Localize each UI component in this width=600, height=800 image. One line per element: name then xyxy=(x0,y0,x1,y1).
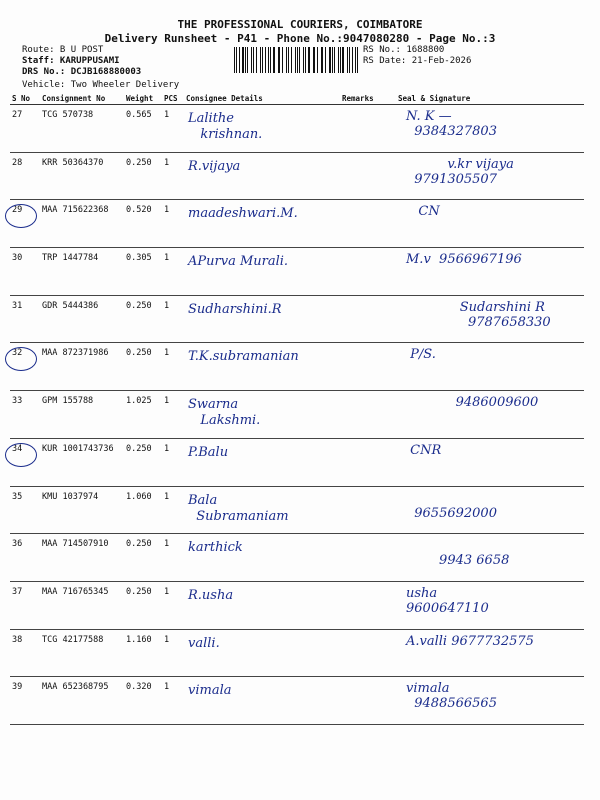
signature-handwriting: v.kr vijaya 9791305507 xyxy=(414,156,514,187)
table-row xyxy=(10,534,584,582)
signature-handwriting: vimala 9488566565 xyxy=(406,681,497,712)
cell-consignment: KUR 1001743736 xyxy=(40,438,124,486)
cell-signature xyxy=(396,486,584,534)
barcode-bar xyxy=(297,47,298,73)
cell-consignment: TCG 42177588 xyxy=(40,629,124,677)
consignee-handwriting: Bala Subramaniam xyxy=(188,492,289,524)
cell-signature xyxy=(396,391,584,439)
cell-pcs: 1 xyxy=(162,438,184,486)
sno-text: 28 xyxy=(12,157,23,168)
cell-signature xyxy=(396,248,584,296)
barcode-bar xyxy=(355,47,356,73)
barcode-bar xyxy=(332,47,333,73)
table-row xyxy=(10,343,584,391)
cell-signature xyxy=(396,629,584,677)
cell-sno xyxy=(10,248,40,296)
cell-remarks xyxy=(340,486,396,534)
barcode-bar xyxy=(288,47,289,73)
cell-sno xyxy=(10,295,40,343)
consignee-handwriting: maadeshwari.M. xyxy=(188,206,298,222)
cell-signature xyxy=(396,152,584,200)
signature-handwriting: CNR xyxy=(406,442,442,458)
rs-date-label: RS Date: 21-Feb-2026 xyxy=(363,56,472,66)
barcode-bar xyxy=(234,47,235,73)
col-pcs: PCS xyxy=(162,93,184,105)
cell-weight: 0.250 xyxy=(124,152,162,200)
cell-weight: 1.160 xyxy=(124,629,162,677)
cell-pcs: 1 xyxy=(162,343,184,391)
cell-signature xyxy=(396,343,584,391)
sno-text: 29 xyxy=(12,205,23,216)
cell-sno xyxy=(10,438,40,486)
staff-label: Staff: KARUPPUSAMI xyxy=(22,56,120,66)
consignee-handwriting: APurva Murali. xyxy=(188,254,289,270)
barcode-bar xyxy=(352,47,353,73)
barcode-bar xyxy=(236,47,237,73)
consignee-handwriting: Swarna Lakshmi. xyxy=(188,397,261,429)
barcode-bar xyxy=(273,47,275,73)
col-remarks: Remarks xyxy=(340,93,396,105)
cell-weight: 0.250 xyxy=(124,438,162,486)
table-row xyxy=(10,391,584,439)
cell-pcs: 1 xyxy=(162,486,184,534)
barcode xyxy=(234,47,360,73)
table-header-row xyxy=(10,93,584,105)
meta-right xyxy=(363,45,471,67)
cell-consignee xyxy=(184,105,340,153)
col-signature: Seal & Signature xyxy=(396,93,584,105)
cell-pcs: 1 xyxy=(162,677,184,725)
barcode-bar xyxy=(256,47,257,73)
sno-text: 30 xyxy=(12,253,23,264)
consignee-handwriting: Sudharshini.R xyxy=(188,301,282,317)
cell-sno xyxy=(10,534,40,582)
cell-consignment: TRP 1447784 xyxy=(40,248,124,296)
barcode-bar xyxy=(340,47,341,73)
rs-no-label: RS No.: 1688800 xyxy=(363,45,445,55)
circle-mark-icon xyxy=(5,443,37,467)
col-sno: S No xyxy=(10,93,40,105)
sno-text: 37 xyxy=(12,586,23,597)
barcode-bar xyxy=(282,47,283,73)
drs-label: DRS No.: DCJB168880003 xyxy=(22,67,142,77)
barcode-bar xyxy=(262,47,263,73)
runsheet-table xyxy=(10,93,584,725)
barcode-bar xyxy=(247,47,248,73)
table-row xyxy=(10,295,584,343)
cell-pcs: 1 xyxy=(162,105,184,153)
consignee-handwriting: karthick xyxy=(188,540,243,556)
barcode-bar xyxy=(299,47,300,73)
barcode-bar xyxy=(245,47,246,73)
cell-weight: 0.250 xyxy=(124,534,162,582)
cell-consignee xyxy=(184,438,340,486)
cell-remarks xyxy=(340,438,396,486)
cell-sno xyxy=(10,391,40,439)
cell-consignment: MAA 716765345 xyxy=(40,581,124,629)
signature-handwriting: N. K — 9384327803 xyxy=(406,109,497,139)
signature-handwriting: M.v 9566967196 xyxy=(406,252,522,268)
cell-consignment: TCG 570738 xyxy=(40,105,124,153)
sno-text: 36 xyxy=(12,539,23,550)
cell-remarks xyxy=(340,295,396,343)
cell-consignment: GPM 155788 xyxy=(40,391,124,439)
cell-sno xyxy=(10,105,40,153)
cell-remarks xyxy=(340,677,396,725)
sno-text: 38 xyxy=(12,634,23,645)
cell-weight: 0.565 xyxy=(124,105,162,153)
barcode-bar xyxy=(349,47,350,73)
cell-consignee xyxy=(184,343,340,391)
signature-handwriting: A.valli 9677732575 xyxy=(406,633,534,649)
barcode-bar xyxy=(305,47,306,73)
table-row xyxy=(10,629,584,677)
company-title: THE PROFESSIONAL COURIERS, COIMBATORE xyxy=(177,18,423,31)
signature-handwriting: 9486009600 xyxy=(455,395,539,411)
table-row xyxy=(10,200,584,248)
runsheet-subtitle: Delivery Runsheet - P41 - Phone No.:9047080280 - Page No.:3 xyxy=(104,32,496,45)
sno-text: 35 xyxy=(12,491,23,502)
cell-pcs: 1 xyxy=(162,200,184,248)
col-consignee: Consignee Details xyxy=(184,93,340,105)
barcode-bar xyxy=(322,47,323,73)
cell-sno xyxy=(10,677,40,725)
cell-remarks xyxy=(340,105,396,153)
signature-handwriting: usha 9600647110 xyxy=(406,585,489,616)
signature-handwriting: Sudarshini R 9787658330 xyxy=(459,299,551,330)
cell-consignment: MAA 714507910 xyxy=(40,534,124,582)
col-consignment: Consignment No xyxy=(40,93,124,105)
col-weight: Weight xyxy=(124,93,162,105)
cell-signature xyxy=(396,295,584,343)
barcode-bar xyxy=(270,47,271,73)
barcode-bar xyxy=(317,47,318,73)
barcode-bar xyxy=(357,47,358,73)
cell-consignment: KMU 1037974 xyxy=(40,486,124,534)
cell-signature xyxy=(396,105,584,153)
cell-weight: 1.025 xyxy=(124,391,162,439)
barcode-bar xyxy=(253,47,254,73)
cell-consignee xyxy=(184,200,340,248)
consignee-handwriting: R.usha xyxy=(188,587,234,603)
cell-sno xyxy=(10,200,40,248)
barcode-bar xyxy=(278,47,279,73)
table-row xyxy=(10,438,584,486)
barcode-bar xyxy=(268,47,269,73)
barcode-bar xyxy=(321,47,322,73)
barcode-bar xyxy=(342,47,344,73)
barcode-bar xyxy=(308,47,310,73)
cell-pcs: 1 xyxy=(162,295,184,343)
signature-handwriting: 9943 6658 xyxy=(439,553,510,569)
route-label: Route: B U POST xyxy=(22,45,104,55)
cell-sno xyxy=(10,343,40,391)
cell-remarks xyxy=(340,581,396,629)
cell-consignee xyxy=(184,629,340,677)
table-row xyxy=(10,677,584,725)
cell-signature xyxy=(396,677,584,725)
cell-weight: 0.250 xyxy=(124,581,162,629)
table-row xyxy=(10,248,584,296)
barcode-bar xyxy=(251,47,252,73)
barcode-bar xyxy=(260,47,262,73)
cell-consignment: MAA 872371986 xyxy=(40,343,124,391)
cell-consignee xyxy=(184,486,340,534)
barcode-bar xyxy=(347,47,348,73)
barcode-bar xyxy=(239,47,240,73)
cell-signature xyxy=(396,200,584,248)
sno-text: 33 xyxy=(12,396,23,407)
vehicle-label: Vehicle: Two Wheeler Delivery xyxy=(22,80,180,90)
cell-remarks xyxy=(340,391,396,439)
sno-text: 31 xyxy=(12,300,23,311)
cell-pcs: 1 xyxy=(162,534,184,582)
cell-pcs: 1 xyxy=(162,248,184,296)
sno-text: 34 xyxy=(12,443,23,454)
cell-sno xyxy=(10,629,40,677)
cell-weight: 0.250 xyxy=(124,343,162,391)
cell-consignee xyxy=(184,295,340,343)
consignee-handwriting: P.Balu xyxy=(188,444,229,460)
cell-consignment: MAA 715622368 xyxy=(40,200,124,248)
consignee-handwriting: vimala xyxy=(188,683,232,699)
cell-pcs: 1 xyxy=(162,629,184,677)
consignee-handwriting: T.K.subramanian xyxy=(188,349,299,365)
cell-pcs: 1 xyxy=(162,391,184,439)
cell-signature xyxy=(396,581,584,629)
barcode-bar xyxy=(314,47,315,73)
cell-consignment: KRR 50364370 xyxy=(40,152,124,200)
cell-consignee xyxy=(184,534,340,582)
cell-consignee xyxy=(184,581,340,629)
meta-left xyxy=(22,45,141,78)
cell-consignment: MAA 652368795 xyxy=(40,677,124,725)
circle-mark-icon xyxy=(5,204,37,228)
signature-handwriting: CN xyxy=(406,204,440,220)
barcode-bar xyxy=(334,47,335,73)
sno-text: 27 xyxy=(12,110,23,120)
cell-remarks xyxy=(340,343,396,391)
table-row xyxy=(10,486,584,534)
cell-remarks xyxy=(340,152,396,200)
cell-signature xyxy=(396,438,584,486)
barcode-bar xyxy=(242,47,244,73)
signature-handwriting: P/S. xyxy=(406,347,436,363)
cell-pcs: 1 xyxy=(162,581,184,629)
cell-signature xyxy=(396,534,584,582)
table-row xyxy=(10,152,584,200)
cell-remarks xyxy=(340,200,396,248)
cell-weight: 0.320 xyxy=(124,677,162,725)
signature-handwriting: 9655692000 xyxy=(414,505,497,521)
table-row xyxy=(10,581,584,629)
barcode-bar xyxy=(325,47,326,73)
cell-remarks xyxy=(340,248,396,296)
barcode-bar xyxy=(291,47,293,73)
cell-consignee xyxy=(184,248,340,296)
cell-weight: 0.305 xyxy=(124,248,162,296)
cell-sno xyxy=(10,486,40,534)
barcode-bar xyxy=(303,47,304,73)
consignee-handwriting: R.vijaya xyxy=(188,158,241,174)
cell-weight: 1.060 xyxy=(124,486,162,534)
table-row xyxy=(10,105,584,153)
circle-mark-icon xyxy=(5,347,37,371)
cell-weight: 0.250 xyxy=(124,295,162,343)
cell-consignment: GDR 5444386 xyxy=(40,295,124,343)
consignee-handwriting: valli. xyxy=(188,635,220,651)
barcode-bar xyxy=(338,47,339,73)
barcode-bar xyxy=(295,47,296,73)
barcode-bar xyxy=(313,47,314,73)
consignee-handwriting: Lalithe krishnan. xyxy=(188,111,263,142)
cell-consignee xyxy=(184,391,340,439)
cell-remarks xyxy=(340,534,396,582)
cell-sno xyxy=(10,152,40,200)
cell-weight: 0.520 xyxy=(124,200,162,248)
barcode-bar xyxy=(329,47,331,73)
barcode-bar xyxy=(279,47,280,73)
barcode-bar xyxy=(286,47,287,73)
sno-text: 32 xyxy=(12,348,23,359)
cell-consignee xyxy=(184,677,340,725)
cell-consignee xyxy=(184,152,340,200)
cell-pcs: 1 xyxy=(162,152,184,200)
barcode-bar xyxy=(265,47,266,73)
cell-remarks xyxy=(340,629,396,677)
sno-text: 39 xyxy=(12,682,23,693)
cell-sno xyxy=(10,581,40,629)
